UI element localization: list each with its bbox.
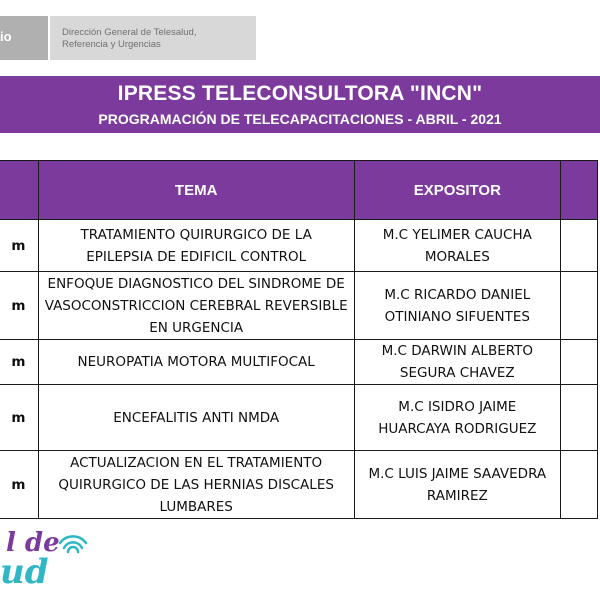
extra-cell — [561, 340, 598, 385]
tema-line: LUMBARES — [159, 498, 233, 515]
expositor-line: M.C YELIMER CAUCHA — [382, 226, 532, 243]
time-cell: m — [0, 272, 38, 340]
expositor-line: M.C RICARDO DANIEL — [384, 286, 531, 303]
column-header-expositor: EXPOSITOR — [354, 161, 561, 220]
table-row — [0, 385, 598, 451]
extra-cell — [561, 385, 598, 451]
expositor-line: M.C ISIDRO JAIME — [398, 398, 517, 415]
column-header-extra — [561, 161, 598, 220]
logo-text-line1: l de — [6, 528, 60, 558]
tema-line: ACTUALIZACION EN EL TRATAMIENTO — [70, 454, 323, 471]
tema-cell — [38, 451, 354, 519]
ministry-name-fragment: io — [0, 29, 12, 44]
expositor-line: SEGURA CHAVEZ — [399, 365, 515, 381]
ministry-badge — [0, 16, 48, 60]
extra-cell — [561, 220, 598, 272]
time-cell: m — [0, 385, 38, 451]
tema-line: ENFOQUE DIAGNOSTICO DEL SINDROME DE — [47, 275, 345, 292]
expositor-line: M.C LUIS JAIME SAAVEDRA — [368, 465, 547, 482]
tema-cell — [38, 220, 354, 272]
column-header-tema: TEMA — [38, 161, 354, 220]
expositor-cell — [354, 340, 561, 385]
tema-cell — [38, 272, 354, 340]
expositor-line: M.C DARWIN ALBERTO — [381, 343, 534, 359]
expositor-cell — [354, 272, 561, 340]
agency-badge — [50, 16, 256, 60]
expositor-line: RAMIREZ — [426, 487, 488, 504]
time-cell: m — [0, 220, 38, 272]
time-cell: m — [0, 340, 38, 385]
tema-line: NEUROPATIA MOTORA MULTIFOCAL — [77, 354, 315, 370]
expositor-line: OTINIANO SIFUENTES — [384, 308, 530, 325]
tema-line: TRATAMIENTO QUIRURGICO DE LA — [80, 226, 312, 243]
extra-cell — [561, 451, 598, 519]
table-row — [0, 340, 598, 385]
tema-line: EN URGENCIA — [149, 319, 244, 336]
tema-cell — [38, 340, 354, 385]
table-header-row — [0, 161, 598, 220]
expositor-cell — [354, 220, 561, 272]
expositor-line: MORALES — [424, 248, 490, 265]
tema-line: QUIRURGICO DE LAS HERNIAS DISCALES — [58, 476, 334, 493]
tema-line: ENCEFALITIS ANTI NMDA — [113, 409, 280, 426]
agency-name-line2: Referencia y Urgencias — [62, 39, 161, 50]
table-row — [0, 220, 598, 272]
agency-name-line1: Dirección General de Telesalud, — [62, 27, 197, 38]
logo-text-line2: ud — [0, 552, 49, 592]
expositor-cell — [354, 385, 561, 451]
government-header — [0, 16, 256, 60]
column-header-time — [0, 161, 38, 220]
expositor-cell — [354, 451, 561, 519]
page-subtitle: PROGRAMACIÓN DE TELECAPACITACIONES - ABRIL - 2021 — [98, 111, 502, 127]
telesalud-logo — [0, 528, 110, 590]
time-cell: m — [0, 451, 38, 519]
schedule-table — [0, 160, 598, 519]
tema-cell — [38, 385, 354, 451]
signal-waves-icon — [58, 532, 88, 554]
page-title: IPRESS TELECONSULTORA "INCN" — [117, 82, 483, 105]
title-banner — [0, 76, 600, 133]
table-row — [0, 451, 598, 519]
expositor-line: HUARCAYA RODRIGUEZ — [378, 420, 537, 437]
extra-cell — [561, 272, 598, 340]
tema-line: EPILEPSIA DE EDIFICIL CONTROL — [86, 248, 307, 265]
tema-line: VASOCONSTRICCION CEREBRAL REVERSIBLE — [44, 297, 348, 314]
table-row — [0, 272, 598, 340]
